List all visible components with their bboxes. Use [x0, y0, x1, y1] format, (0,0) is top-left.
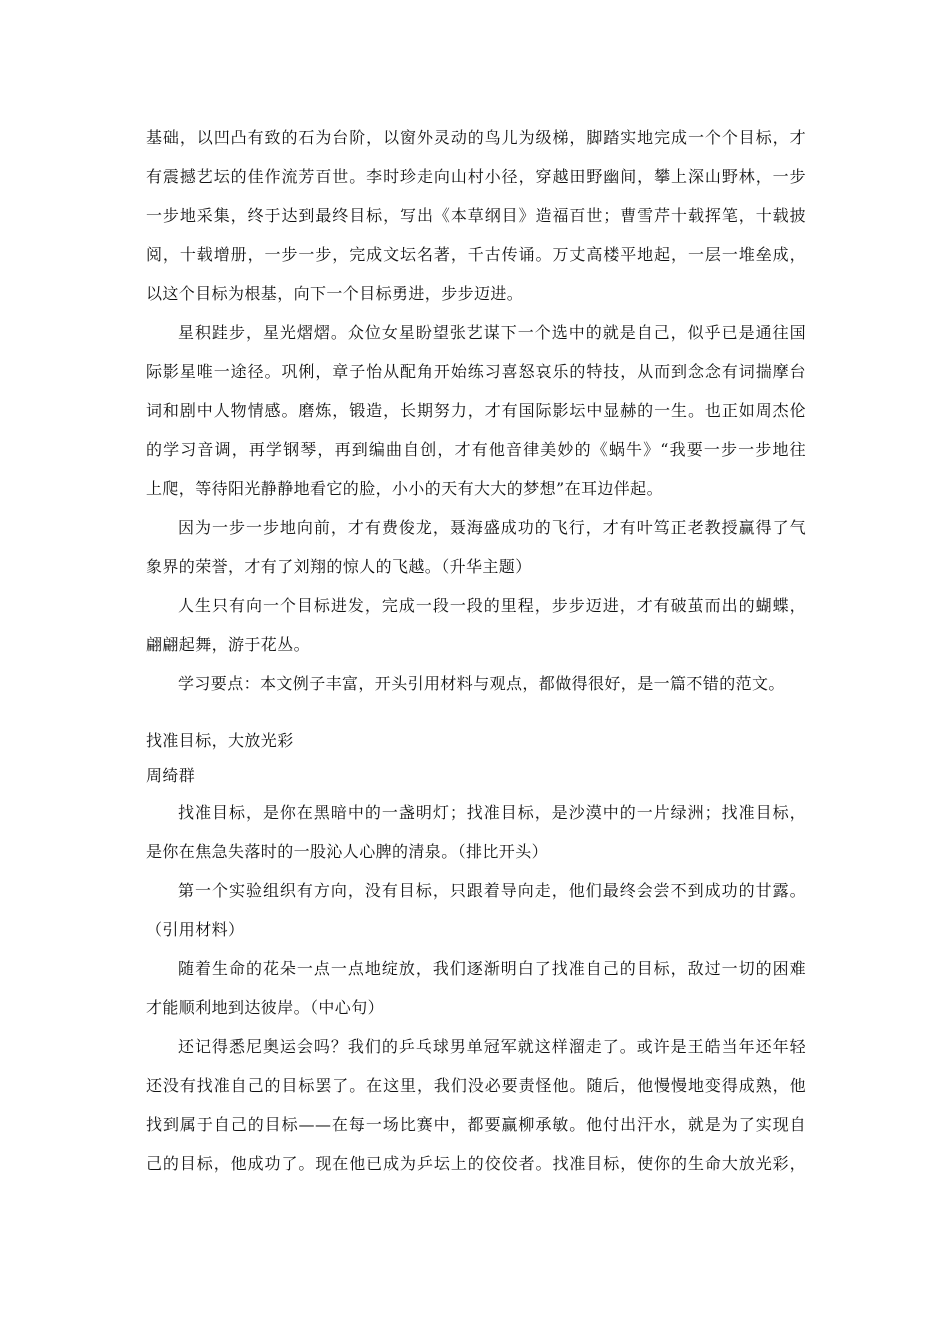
paragraph-line: 因为一步一步地向前，才有费俊龙，聂海盛成功的飞行，才有叶笃正老教授赢得了气 [178, 518, 806, 537]
study-note: 学习要点：本文例子丰富，开头引用材料与观点，都做得很好，是一篇不错的范文。 [178, 674, 785, 693]
paragraph-line: 上爬，等待阳光静静地看它的脸，小小的天有大大的梦想”在耳边伴起。 [146, 479, 663, 498]
paragraph-line: 找准目标，是你在黑暗中的一盏明灯；找准目标，是沙漠中的一片绿洲；找准目标， [178, 803, 806, 822]
paragraph-line: 人生只有向一个目标进发，完成一段一段的里程，步步迈进，才有破茧而出的蝴蝶， [178, 596, 806, 615]
paragraph-line: 翩翩起舞，游于花丛。 [146, 635, 311, 654]
essay-author: 周绮群 [146, 766, 196, 785]
paragraph-line: 还记得悉尼奥运会吗？我们的乒乓球男单冠军就这样溜走了。或许是王皓当年还年轻 [178, 1037, 806, 1056]
paragraph-line: 己的目标，他成功了。现在他已成为乒坛上的佼佼者。找准目标，使你的生命大放光彩， [146, 1154, 806, 1173]
paragraph-line: （引用材料） [146, 920, 245, 939]
paragraph-line: 以这个目标为根基，向下一个目标勇进，步步迈进。 [146, 284, 524, 303]
paragraph-line: 际影星唯一途径。巩俐，章子怡从配角开始练习喜怒哀乐的特技，从而到念念有词揣摩台 [146, 362, 806, 381]
paragraph-line: 基础，以凹凸有致的石为台阶，以窗外灵动的鸟儿为级梯，脚踏实地完成一个个目标，才 [146, 128, 806, 147]
paragraph-line: 阅，十载增册，一步一步，完成文坛名著，千古传诵。万丈高楼平地起，一层一堆垒成， [146, 245, 806, 264]
paragraph-line: 是你在焦急失落时的一股沁人心脾的清泉。（排比开头） [146, 842, 549, 861]
paragraph-line: 随着生命的花朵一点一点地绽放，我们逐渐明白了找准自己的目标，敌过一切的困难 [178, 959, 806, 978]
paragraph-line: 星积跬步，星光熠熠。众位女星盼望张艺谋下一个选中的就是自己，似乎已是通往国 [178, 323, 806, 342]
paragraph-line: 还没有找准自己的目标罢了。在这里，我们没必要责怪他。随后，他慢慢地变得成熟，他 [146, 1076, 806, 1095]
paragraph-line: 象界的荣誉，才有了刘翔的惊人的飞越。（升华主题） [146, 557, 532, 576]
paragraph-line: 词和剧中人物情感。磨炼，锻造，长期努力，才有国际影坛中显赫的一生。也正如周杰伦 [146, 401, 806, 420]
paragraph-line: 找到属于自己的目标——在每一场比赛中，都要赢柳承敏。他付出汗水，就是为了实现自 [146, 1115, 806, 1134]
paragraph-line: 第一个实验组织有方向，没有目标，只跟着导向走，他们最终会尝不到成功的甘露。 [178, 881, 806, 900]
paragraph-line: 才能顺利地到达彼岸。（中心句） [146, 998, 385, 1017]
essay-title: 找准目标，大放光彩 [146, 731, 294, 750]
paragraph-line: 一步地采集，终于达到最终目标，写出《本草纲目》造福百世；曹雪芹十载挥笔，十载披 [146, 206, 806, 225]
paragraph-line: 有震撼艺坛的佳作流芳百世。李时珍走向山村小径，穿越田野幽间，攀上深山野林，一步 [146, 167, 806, 186]
paragraph-line: 的学习音调，再学钢琴，再到编曲自创，才有他音律美妙的《蜗牛》“我要一步一步地往 [146, 440, 806, 459]
